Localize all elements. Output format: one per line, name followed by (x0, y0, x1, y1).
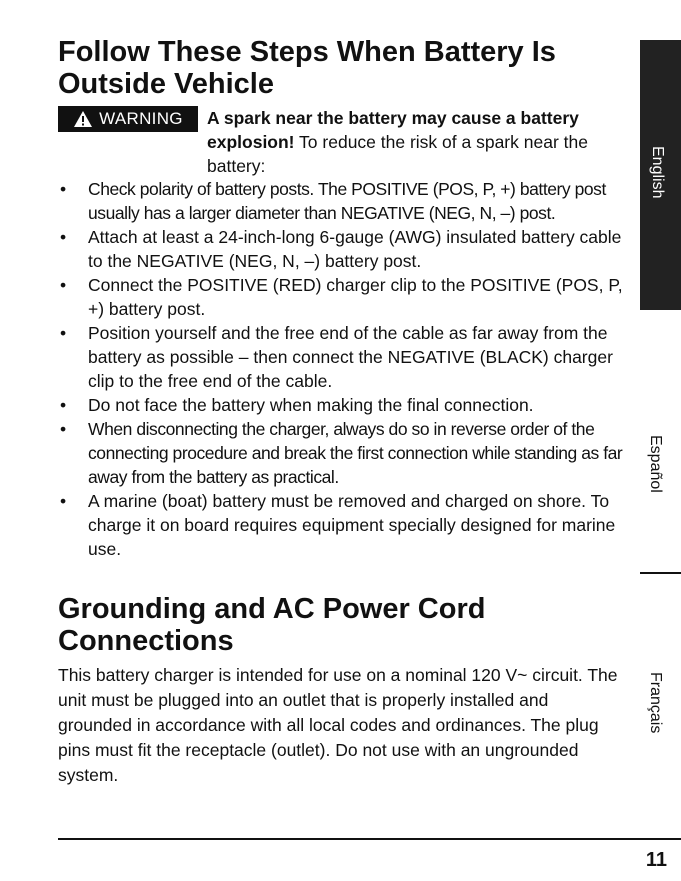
warning-rest-text: To reduce the risk of a spark near the battery: (207, 132, 588, 176)
warning-bold-text: A spark near the battery may cause a battery explosion! (207, 108, 579, 152)
warning-text (207, 106, 627, 178)
page-number: 11 (645, 849, 667, 871)
tab-francais-label[interactable]: Français (647, 672, 664, 734)
grounding-paragraph: This battery charger is intended for use on a nominal 120 V~ circuit. The unit must be plugged into an outlet that is properly installed and grounded in accordance with all local codes and ordinances. The plug pins must fit the receptacle (outlet). Do not use with an ungrounded system. (58, 665, 618, 785)
section-title-grounding: Grounding and AC Power Cord Connections (58, 593, 486, 657)
list-item: • Position yourself and the free end of the cable as far away from the battery as possible – then connect the NEGATIVE (BLACK) charger clip to the free end of the cable. (60, 323, 613, 391)
list-item: • When disconnecting the charger, always do so in reverse order of the connecting procedure and break the first connection while standing as far away from the battery as practical. (60, 419, 623, 487)
list-item: • Attach at least a 24-inch-long 6-gauge (AWG) insulated battery cable to the NEGATIVE (NEG, N, –) battery post. (60, 227, 622, 271)
list-item: • A marine (boat) battery must be removed and charged on shore. To charge it on board requires equipment specially designed for marine use. (60, 491, 616, 559)
tab-divider (640, 572, 681, 574)
warning-badge (58, 106, 198, 132)
tab-english-label[interactable]: English (649, 146, 666, 199)
list-item: • Do not face the battery when making the final connection. (60, 395, 534, 415)
tab-espanol-label[interactable]: Español (647, 435, 664, 493)
list-item: • Check polarity of battery posts. The POSITIVE (POS, P, +) battery post usually has a larger diameter than NEGATIVE (NEG, N, –) post. (60, 179, 606, 223)
warning-triangle-icon (73, 110, 93, 128)
list-item: • Connect the POSITIVE (RED) charger clip to the POSITIVE (POS, P, +) battery post. (60, 275, 623, 319)
section-title-battery-outside-vehicle: Follow These Steps When Battery Is Outside Vehicle (58, 36, 556, 100)
footer-rule (58, 838, 681, 840)
steps-list (58, 177, 628, 561)
warning-label: WARNING (99, 109, 183, 128)
